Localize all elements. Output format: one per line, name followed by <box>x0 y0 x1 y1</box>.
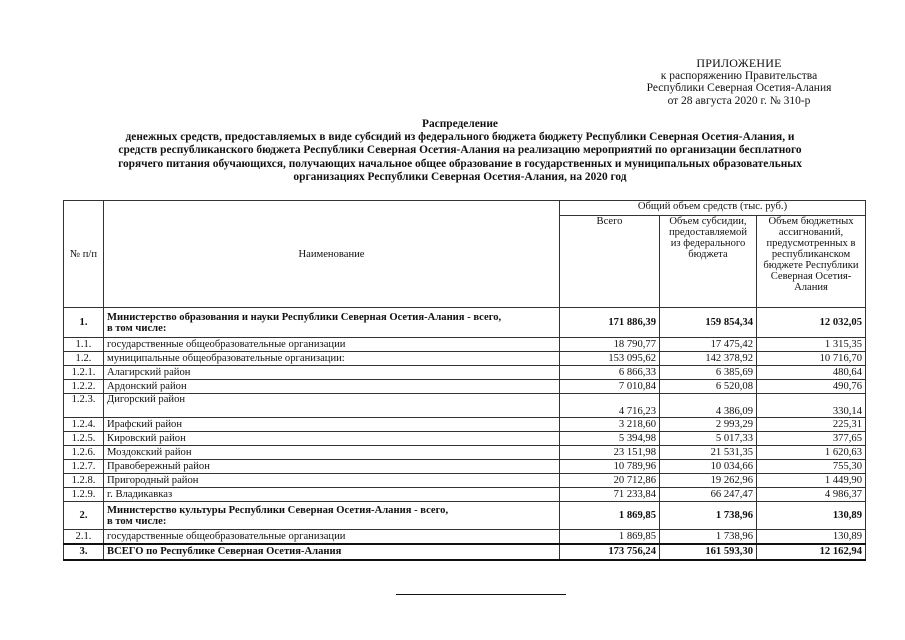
row-republic-value: 330,14 <box>757 394 866 418</box>
row-federal-value: 10 034,66 <box>660 460 757 474</box>
row-name-line-1: Ардонский район <box>107 381 187 392</box>
header-total: Всего <box>560 216 660 308</box>
row-republic-value: 377,65 <box>757 432 866 446</box>
header-number: № п/п <box>64 201 104 308</box>
row-total-value: 7 010,84 <box>560 380 660 394</box>
row-federal-value: 2 993,29 <box>660 418 757 432</box>
row-number: 1.2.7. <box>64 460 104 474</box>
table-row <box>64 544 866 560</box>
row-number: 1.2. <box>64 352 104 366</box>
row-name-line-2: в том числе: <box>107 515 167 527</box>
table-row <box>64 366 866 380</box>
row-name <box>104 474 560 488</box>
table-row <box>64 380 866 394</box>
row-name-line-1: Кировский район <box>107 433 186 444</box>
row-number: 3. <box>64 544 104 560</box>
row-federal-value: 17 475,42 <box>660 338 757 352</box>
row-federal-value: 21 531,35 <box>660 446 757 460</box>
table-row <box>64 530 866 544</box>
row-republic-value: 12 032,05 <box>757 308 866 338</box>
row-name-line-1: государственные общеобразовательные организации <box>107 530 346 542</box>
row-name-line-1: Алагирский район <box>107 367 191 378</box>
header-total-volume: Общий объем средств (тыс. руб.) <box>560 201 866 216</box>
title-line-3: средств республиканского бюджета Республики Северная Осетия-Алания на реализацию мероприятий по организации бесплатного <box>118 144 802 157</box>
table-row <box>64 418 866 432</box>
header-republic: Объем бюджетных ассигнований, предусмотренных в республиканском бюджете Республики Северная Осетия-Алания <box>757 216 866 308</box>
title-line-5: организациях Республики Северная Осетия-Алания, на 2020 год <box>293 170 627 183</box>
row-republic-value: 755,30 <box>757 460 866 474</box>
row-number: 1.2.4. <box>64 418 104 432</box>
row-total-value: 71 233,84 <box>560 488 660 502</box>
row-republic-value: 10 716,70 <box>757 352 866 366</box>
row-name <box>104 488 560 502</box>
title-line-2: денежных средств, предоставляемых в виде субсидий из федерального бюджета бюджету Республики Северная Осетия-Алания, и <box>125 131 795 144</box>
row-total-value: 23 151,98 <box>560 446 660 460</box>
title-line-4: горячего питания обучающихся, получающих начальное общее образование в государственных и муниципальных образовательных <box>118 157 802 170</box>
row-number: 1.2.3. <box>64 394 104 418</box>
row-number: 2.1. <box>64 530 104 544</box>
row-number: 1.1. <box>64 338 104 352</box>
row-number: 2. <box>64 502 104 530</box>
appendix-line-2: Республики Северная Осетия-Алания <box>646 82 832 94</box>
footer-divider <box>396 594 566 595</box>
table-row <box>64 460 866 474</box>
row-name <box>104 394 560 418</box>
row-federal-value: 6 520,08 <box>660 380 757 394</box>
row-republic-value: 1 449,90 <box>757 474 866 488</box>
table-row <box>64 432 866 446</box>
table-row <box>64 338 866 352</box>
row-name-line-1: муниципальные общеобразовательные организации: <box>107 353 345 364</box>
row-name <box>104 502 560 530</box>
table-row <box>64 446 866 460</box>
allocation-table <box>63 200 866 561</box>
row-name-line-1: Пригородный район <box>107 475 199 486</box>
row-federal-value: 4 386,09 <box>660 394 757 418</box>
row-name-line-1: Правобережный район <box>107 461 210 472</box>
row-name-line-1: Моздокский район <box>107 447 192 458</box>
row-name <box>104 544 560 560</box>
table-row <box>64 308 866 338</box>
row-name <box>104 446 560 460</box>
row-name <box>104 338 560 352</box>
row-number: 1.2.1. <box>64 366 104 380</box>
table-row <box>64 488 866 502</box>
row-federal-value: 6 385,69 <box>660 366 757 380</box>
table-row <box>64 474 866 488</box>
row-name-line-2: в том числе: <box>107 322 167 334</box>
row-federal-value: 19 262,96 <box>660 474 757 488</box>
row-name-line-1: государственные общеобразовательные организации <box>107 339 346 350</box>
row-number: 1. <box>64 308 104 338</box>
row-republic-value: 130,89 <box>757 502 866 530</box>
row-name <box>104 380 560 394</box>
row-total-value: 18 790,77 <box>560 338 660 352</box>
row-total-value: 20 712,86 <box>560 474 660 488</box>
row-federal-value: 1 738,96 <box>660 530 757 544</box>
row-republic-value: 12 162,94 <box>757 544 866 560</box>
row-republic-value: 1 315,35 <box>757 338 866 352</box>
appendix-line-3: от 28 августа 2020 г. № 310-р <box>667 94 811 107</box>
title-line-1: Распределение <box>422 118 498 130</box>
row-total-value: 171 886,39 <box>560 308 660 338</box>
header-federal: Объем субсидии, предоставляемой из федерального бюджета <box>660 216 757 308</box>
row-name <box>104 308 560 338</box>
row-name-line-1: г. Владикавказ <box>107 489 173 500</box>
row-total-value: 5 394,98 <box>560 432 660 446</box>
row-republic-value: 480,64 <box>757 366 866 380</box>
row-number: 1.2.8. <box>64 474 104 488</box>
row-name-line-1: ВСЕГО по Республике Северная Осетия-Алания <box>107 546 342 557</box>
row-federal-value: 142 378,92 <box>660 352 757 366</box>
appendix-line-1: к распоряжению Правительства <box>660 69 818 82</box>
row-republic-value: 490,76 <box>757 380 866 394</box>
row-republic-value: 130,89 <box>757 530 866 544</box>
row-total-value: 153 095,62 <box>560 352 660 366</box>
row-name <box>104 530 560 544</box>
row-federal-value: 159 854,34 <box>660 308 757 338</box>
row-federal-value: 1 738,96 <box>660 502 757 530</box>
row-number: 1.2.6. <box>64 446 104 460</box>
row-name <box>104 432 560 446</box>
row-total-value: 1 869,85 <box>560 530 660 544</box>
row-name-line-1: Министерство культуры Республики Северная Осетия-Алания - всего, <box>107 504 449 516</box>
table-row <box>64 352 866 366</box>
row-federal-value: 66 247,47 <box>660 488 757 502</box>
row-republic-value: 4 986,37 <box>757 488 866 502</box>
document-title <box>60 118 860 184</box>
row-number: 1.2.2. <box>64 380 104 394</box>
row-total-value: 4 716,23 <box>560 394 660 418</box>
row-number: 1.2.9. <box>64 488 104 502</box>
appendix-title: ПРИЛОЖЕНИЕ <box>696 56 782 70</box>
row-republic-value: 1 620,63 <box>757 446 866 460</box>
table-row <box>64 502 866 530</box>
row-total-value: 3 218,60 <box>560 418 660 432</box>
row-number: 1.2.5. <box>64 432 104 446</box>
appendix-block <box>639 57 839 107</box>
row-name <box>104 366 560 380</box>
row-federal-value: 5 017,33 <box>660 432 757 446</box>
row-name-line-1: Дигорский район <box>107 394 186 405</box>
table-row <box>64 394 866 418</box>
row-total-value: 6 866,33 <box>560 366 660 380</box>
row-name-line-1: Министерство образования и науки Республики Северная Осетия-Алания - всего, <box>107 311 502 323</box>
row-total-value: 1 869,85 <box>560 502 660 530</box>
row-name-line-1: Ирафский район <box>107 419 182 430</box>
header-name: Наименование <box>104 201 560 308</box>
row-name <box>104 352 560 366</box>
row-total-value: 173 756,24 <box>560 544 660 560</box>
row-name <box>104 418 560 432</box>
row-republic-value: 225,31 <box>757 418 866 432</box>
row-total-value: 10 789,96 <box>560 460 660 474</box>
row-name <box>104 460 560 474</box>
row-federal-value: 161 593,30 <box>660 544 757 560</box>
